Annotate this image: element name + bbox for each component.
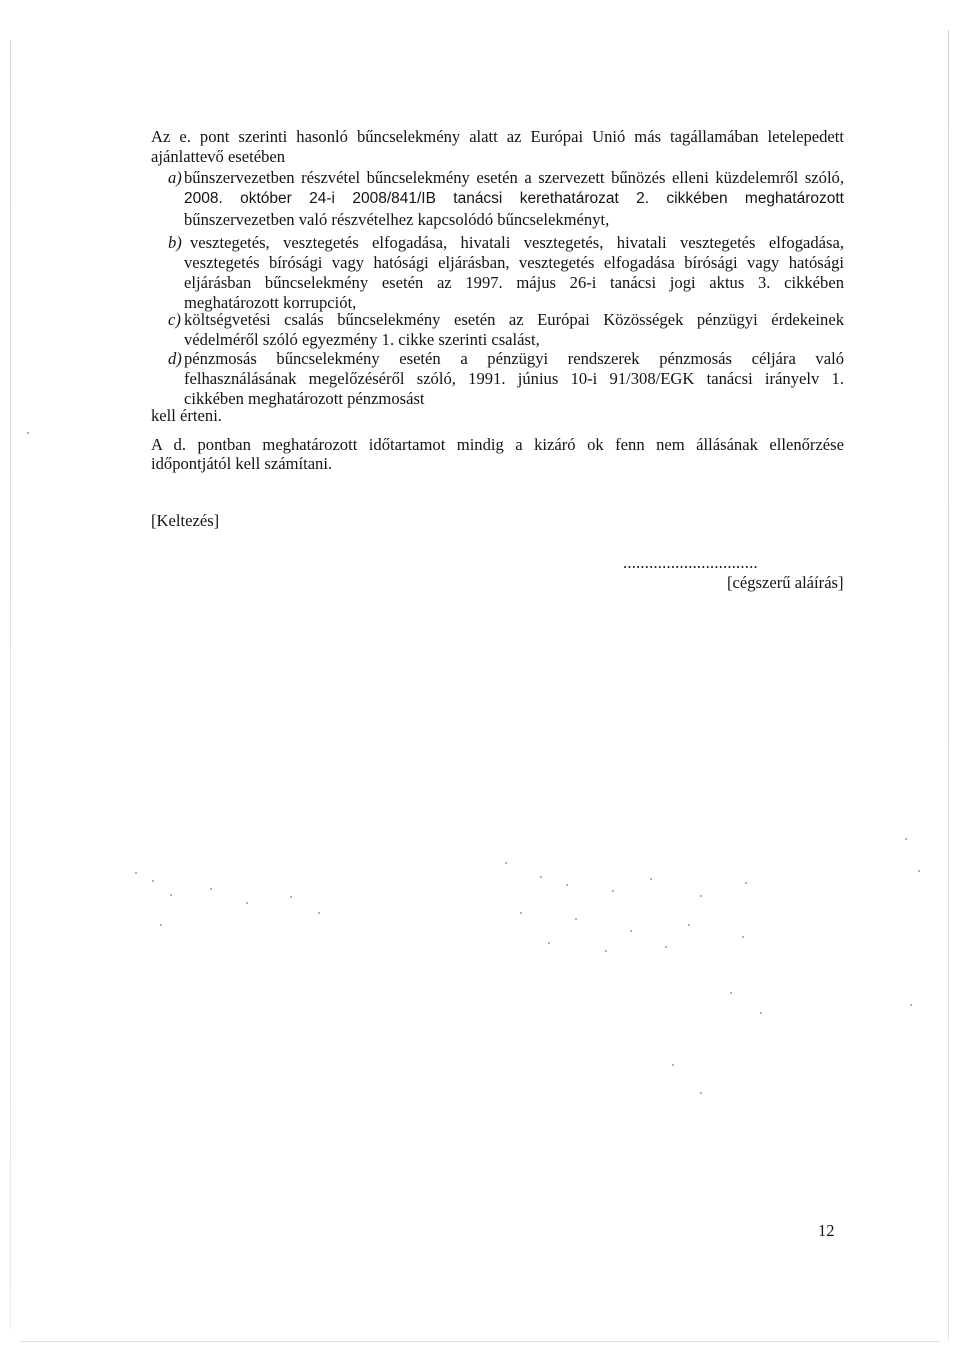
closing-line: kell érteni. bbox=[151, 406, 222, 425]
item-b-line-4: meghatározott korrupciót, bbox=[184, 293, 357, 312]
item-a-line-1: bűnszervezetben részvétel bűncselekmény esetén a szervezett bűnözés elleni küzdelemről szóló, bbox=[184, 168, 844, 187]
item-b-line-2: vesztegetés bírósági vagy hatósági eljárásban, vesztegetés elfogadása bírósági vagy hatósági bbox=[184, 253, 844, 272]
item-a-line-2: 2008. október 24-i 2008/841/IB tanácsi kerethatározat 2. cikkében meghatározott bbox=[184, 190, 844, 207]
signature-dotted-line: ............................... bbox=[623, 553, 758, 572]
item-c-line-2: védelméről szóló egyezmény 1. cikke szerinti csalást, bbox=[184, 330, 540, 349]
paragraph-2-line-2: időpontjától kell számítani. bbox=[151, 454, 333, 473]
item-d-line-2: felhasználásának megelőzéséről szóló, 1991. június 10-i 91/308/EGK tanácsi irányelv 1. bbox=[184, 369, 844, 388]
scan-left-edge bbox=[10, 40, 11, 1330]
item-c-marker: c) bbox=[168, 310, 181, 329]
item-a-marker: a) bbox=[168, 168, 182, 187]
item-c-line-1: költségvetési csalás bűncselekmény esetén az Európai Közösségek pénzügyi érdekeinek bbox=[184, 310, 844, 329]
item-b-line-3: eljárásban bűncselekmény esetén az 1997. május 26-i tanácsi jogi aktus 3. cikkében bbox=[184, 273, 844, 292]
intro-line-1: Az e. pont szerinti hasonló bűncselekmény alatt az Európai Unió más tagállamában letelepedett bbox=[151, 127, 844, 146]
scan-right-edge bbox=[948, 30, 949, 1340]
page-number: 12 bbox=[818, 1221, 835, 1240]
signature-label: [cégszerű aláírás] bbox=[727, 573, 844, 592]
date-placeholder: [Keltezés] bbox=[151, 511, 220, 530]
item-d-line-3: cikkében meghatározott pénzmosást bbox=[184, 389, 425, 408]
item-d-line-1: pénzmosás bűncselekmény esetén a pénzügyi rendszerek pénzmosás céljára való bbox=[184, 349, 844, 368]
item-d-marker: d) bbox=[168, 349, 182, 368]
scan-bottom-edge bbox=[20, 1341, 940, 1342]
intro-line-2: ajánlattevő esetében bbox=[151, 147, 286, 166]
paragraph-2-line-1: A d. pontban meghatározott időtartamot mindig a kizáró ok fenn nem állásának ellenőrzése bbox=[151, 435, 844, 454]
item-a-line-3: bűnszervezetben való részvételhez kapcsolódó bűncselekményt, bbox=[184, 210, 610, 229]
item-b-line-1: vesztegetés, vesztegetés elfogadása, hivatali vesztegetés, hivatali vesztegetés elfogadása, bbox=[190, 233, 844, 252]
item-b-marker: b) bbox=[168, 233, 182, 252]
